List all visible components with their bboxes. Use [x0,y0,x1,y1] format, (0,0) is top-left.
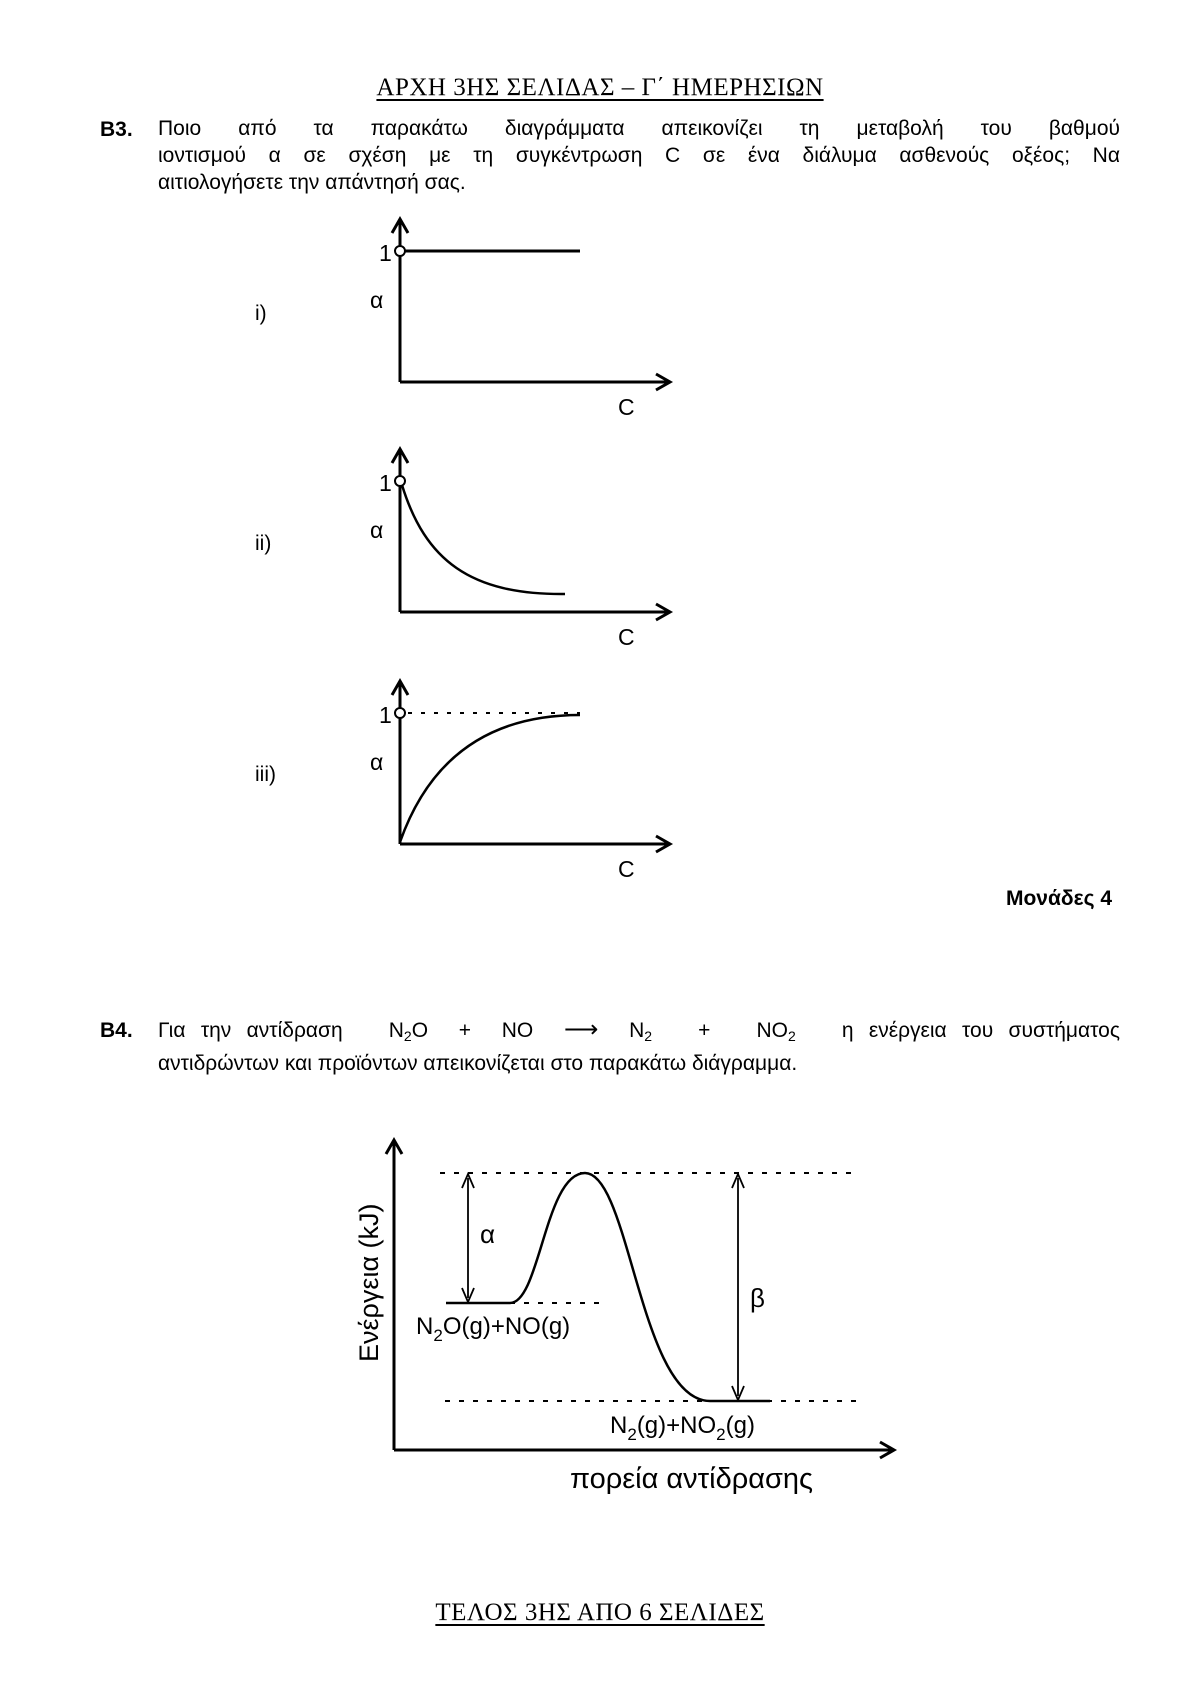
tick-1: 1 [379,470,392,496]
open-point [395,708,405,718]
graph-ii-label: ii) [255,532,272,555]
b3-line-1: Ποιο από τα παρακάτω διαγράμματα απεικονίζει τη μεταβολή του βαθμού [158,117,1120,140]
x-axis-label: C [618,624,635,650]
question-b3-number: Β3. [100,118,133,141]
question-b4-text [158,1016,1120,1077]
question-b3-text [158,115,1120,196]
tick-1: 1 [379,240,392,266]
reaction-arrow: ⟶ [563,1016,599,1043]
x-axis-label: C [618,394,635,420]
reaction-equation: $N_2O$ + NO ⟶ $N_2$ + $NO_2$ [388,1016,796,1044]
energy-y-axis-label: Ενέργεια (kJ) [354,1203,384,1362]
beta-label: β [750,1283,765,1313]
curve-decreasing [402,485,565,594]
x-axis-label: C [618,856,635,882]
graph-i [350,215,680,425]
b4-intro: Για την αντίδραση [158,1019,343,1042]
b3-line-3: αιτιολογήσετε την απάντησή σας. [158,171,466,194]
question-b4-number: Β4. [100,1019,133,1042]
b4-after: η ενέργεια του συστήματος [841,1019,1120,1042]
y-axis-label: α [370,287,384,313]
reactants-label: $N_2O(g)+NO(g)$ [416,1313,571,1345]
marks: Μονάδες 4 [1005,887,1112,910]
b4-line-2: αντιδρώντων και προϊόντων απεικονίζεται στο παρακάτω διάγραμμα. [158,1052,798,1075]
b4-line-1 [158,1016,1120,1050]
energy-diagram [340,1130,900,1510]
y-axis-label: α [370,517,384,543]
graph-i-label: i) [255,302,267,325]
energy-curve [446,1173,770,1401]
y-axis-label: α [370,749,384,775]
graph-iii [350,677,680,887]
page-header: ΑΡΧΗ 3ΗΣ ΣΕΛΙΔΑΣ – Γ΄ ΗΜΕΡΗΣΙΩΝ [376,74,824,101]
open-point [395,476,405,486]
alpha-label: α [480,1219,496,1249]
b3-line-2: ιοντισμού α σε σχέση με τη συγκέντρωση C σε ένα διάλυμα ασθενούς οξέος; Να [158,144,1120,167]
graph-ii [350,445,680,655]
products-label: $N_2(g)+NO_2(g)$ [610,1412,755,1444]
page-footer: ΤΕΛΟΣ 3ΗΣ ΑΠΟ 6 ΣΕΛΙΔΕΣ [435,1599,765,1626]
energy-x-axis-label: πορεία αντίδρασης [570,1463,813,1495]
curve-increasing [400,715,580,842]
graph-iii-label: iii) [255,763,276,786]
tick-1: 1 [379,702,392,728]
open-point [395,246,405,256]
